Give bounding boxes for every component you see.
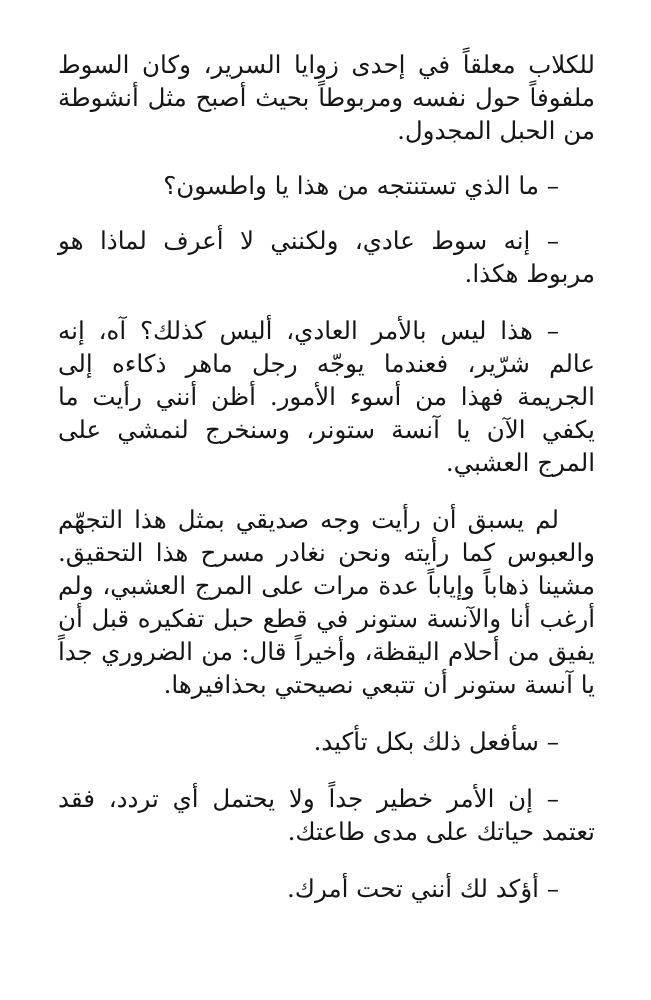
dialogue-watson-reply: – إنه سوط عادي، ولكنني لا أعرف لماذا هو مربوط هكذا.	[58, 226, 595, 288]
dialogue-stoner-assure: – أؤكد لك أنني تحت أمرك.	[286, 874, 559, 903]
dialogue-holmes-question: – ما الذي تستنتجه من هذا يا واطسون؟	[163, 171, 559, 200]
paragraph-whip-description: للكلاب معلقاً في إحدى زوايا السرير، وكان السوط ملفوفاً حول نفسه ومربوطاً بحيث أصبح مثل أنشوطة من الحبل المجدول.	[58, 50, 595, 145]
paragraph-narration-walk: لم يسبق أن رأيت وجه صديقي بمثل هذا التجهّم والعبوس كما رأيته ونحن نغادر مسرح هذا التحقيق. مشينا ذهاباً وإياباً عدة مرات على المرج العشبي، ولم أرغب أنا والآنسة ستونر في قطع حبل تفكيره قبل أن يفيق من أحلام اليقظة، وأخيراً قال: من الضروري جداً يا آنسة ستونر أن تتبعي نصيحتي بحذافيرها.	[58, 505, 595, 699]
dialogue-holmes-remark: – هذا ليس بالأمر العادي، أليس كذلك؟ آه، إنه عالم شرّير، فعندما يوجّه رجل ماهر ذكاءه إلى الجريمة فهذا من أسوء الأمور. أظن أنني رأيت ما يكفي الآن يا آنسة ستونر، وسنخرج لنمشي على المرج العشبي.	[58, 316, 595, 477]
dialogue-holmes-warning: – إن الأمر خطير جداً ولا يحتمل أي تردد، فقد تعتمد حياتك على مدى طاعتك.	[58, 784, 595, 846]
dialogue-stoner-agree: – سأفعل ذلك بكل تأكيد.	[313, 727, 559, 756]
